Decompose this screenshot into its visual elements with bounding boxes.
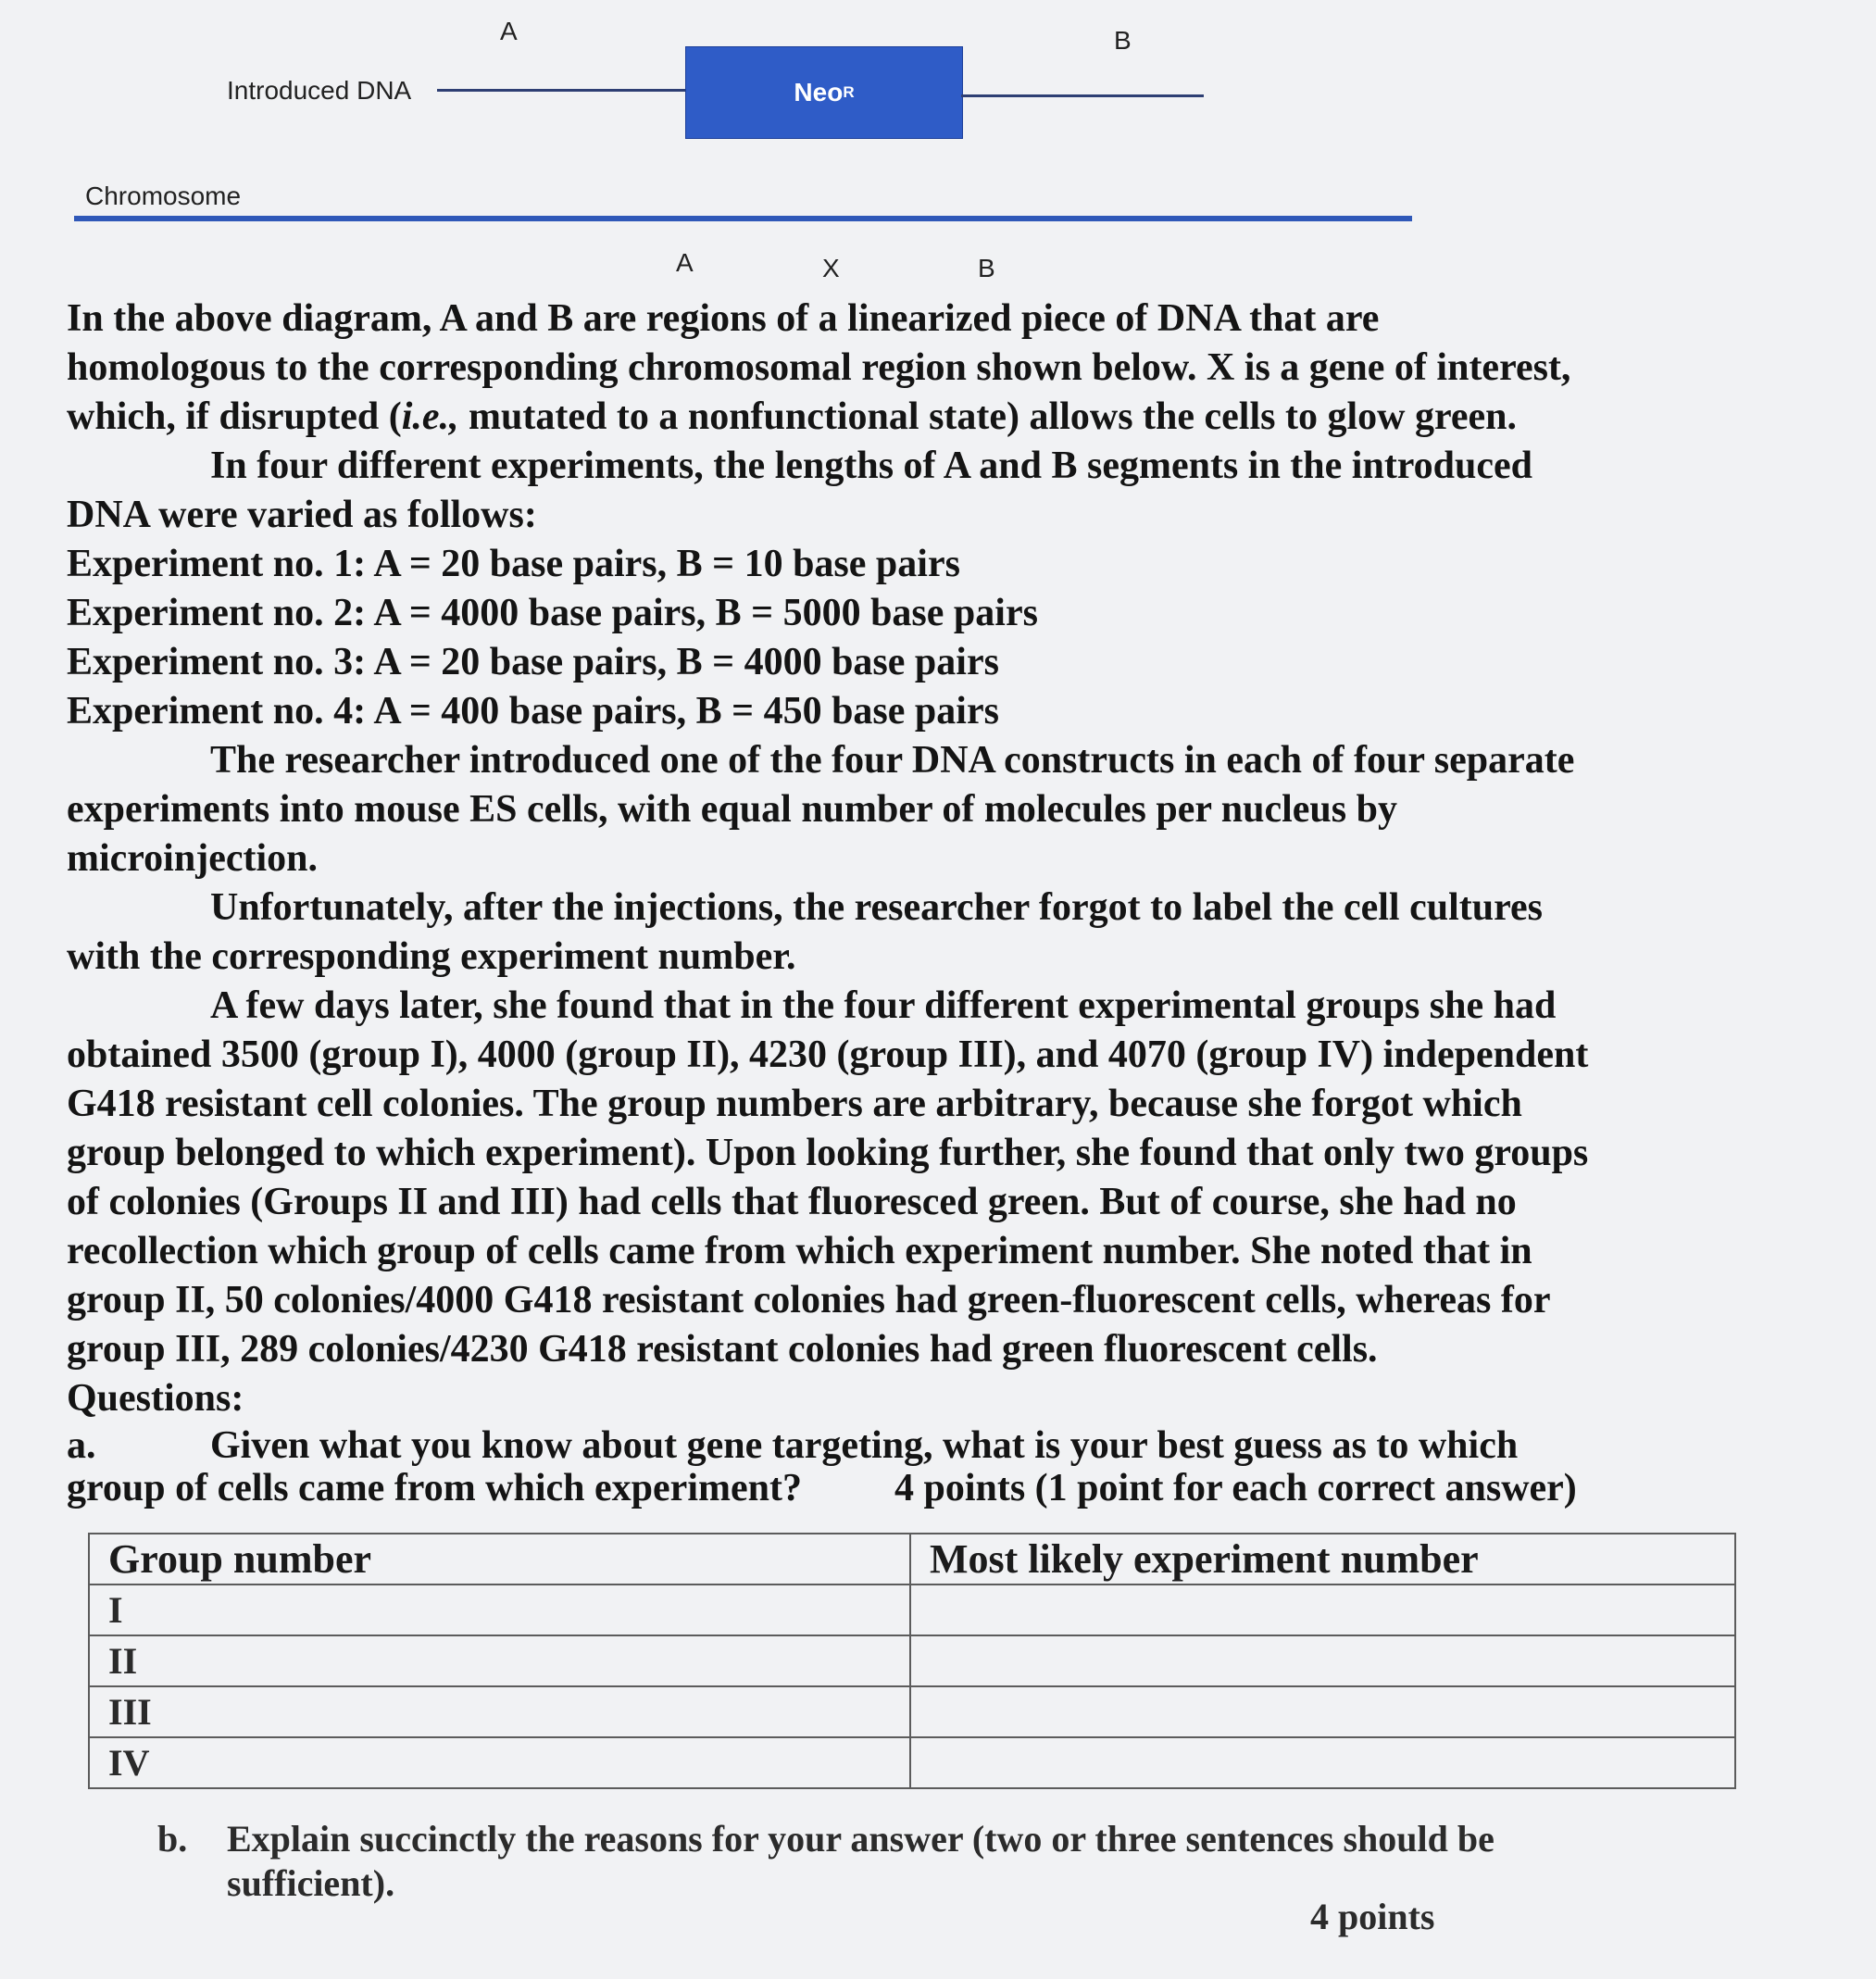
introduced-dna-right-line [961, 94, 1204, 97]
results-line-6: recollection which group of cells came from which experiment number. She noted that in [67, 1230, 1532, 1272]
problem-text [67, 294, 1863, 1509]
questions-heading: Questions: [67, 1377, 244, 1420]
table-header-row [89, 1534, 1735, 1584]
group-cell-3: III [89, 1686, 910, 1737]
intro-line-3-end: mutated to a nonfunctional state) allows the cells to glow green. [458, 395, 1518, 438]
introduced-dna-left-line [437, 89, 687, 92]
results-line-4: group belonged to which experiment). Upon looking further, she found that only two groups [67, 1132, 1589, 1174]
gene-x-label: X [822, 254, 840, 282]
question-b [157, 1817, 1843, 1937]
answer-cell-1[interactable] [910, 1584, 1735, 1635]
question-a-line-2 [67, 1468, 1863, 1509]
experiment-4: Experiment no. 4: A = 400 base pairs, B = 450 base pairs [67, 690, 999, 733]
experiment-3: Experiment no. 3: A = 20 base pairs, B = 4000 base pairs [67, 641, 999, 683]
chromosome-line [74, 216, 1412, 221]
injection-line-1: The researcher introduced one of the four DNA constructs in each of four separate [210, 739, 1575, 782]
label-line-1: Unfortunately, after the injections, the researcher forgot to label the cell cultures [210, 886, 1543, 929]
table-row [89, 1635, 1735, 1686]
intro-line-3-italic: i.e., [401, 395, 459, 438]
experiment-2: Experiment no. 2: A = 4000 base pairs, B = 5000 base pairs [67, 592, 1038, 634]
table-header-experiment: Most likely experiment number [910, 1534, 1735, 1584]
neo-resistance-gene-box [685, 46, 963, 139]
table-row [89, 1584, 1735, 1635]
experiment-1: Experiment no. 1: A = 20 base pairs, B = 10 base pairs [67, 543, 960, 585]
question-a-text-1: Given what you know about gene targeting, what is your best guess as to which [210, 1424, 1519, 1467]
results-line-5: of colonies (Groups II and III) had cells that fluoresced green. But of course, she had no [67, 1181, 1517, 1223]
injection-line-2: experiments into mouse ES cells, with equal number of molecules per nucleus by [67, 788, 1397, 831]
intro-line-2: homologous to the corresponding chromosomal region shown below. X is a gene of interest, [67, 346, 1571, 389]
intro-line-1: In the above diagram, A and B are regions of a linearized piece of DNA that are [67, 297, 1380, 340]
introduced-dna-label: Introduced DNA [227, 76, 412, 105]
question-a-line-1 [67, 1423, 1863, 1468]
question-b-line-1 [157, 1817, 1843, 1861]
table-row [89, 1686, 1735, 1737]
table-header-group: Group number [89, 1534, 910, 1584]
results-line-7: group II, 50 colonies/4000 G418 resistant colonies had green-fluorescent cells, whereas for [67, 1279, 1551, 1321]
results-line-2: obtained 3500 (group I), 4000 (group II), 4230 (group III), and 4070 (group IV) independent [67, 1033, 1589, 1076]
introduced-region-b-label: B [1114, 26, 1132, 55]
group-cell-1: I [89, 1584, 910, 1635]
question-b-letter: b. [157, 1818, 188, 1860]
results-line-3: G418 resistant cell colonies. The group numbers are arbitrary, because she forgot which [67, 1083, 1522, 1125]
question-a-letter: a. [67, 1424, 96, 1467]
label-line-2: with the corresponding experiment number. [67, 935, 796, 978]
question-b-text-1: Explain succinctly the reasons for your answer (two or three sentences should be [227, 1818, 1495, 1860]
question-b-line-2: sufficient). [227, 1862, 395, 1904]
injection-line-3: microinjection. [67, 837, 318, 880]
answer-cell-4[interactable] [910, 1737, 1735, 1788]
experiments-intro-line-2: DNA were varied as follows: [67, 494, 537, 536]
intro-line-3 [67, 393, 1863, 442]
question-b-points: 4 points [1310, 1896, 1435, 1937]
experiments-intro-line-1: In four different experiments, the lengths of A and B segments in the introduced [210, 445, 1533, 487]
results-line-8: group III, 289 colonies/4230 G418 resistant colonies had green fluorescent cells. [67, 1328, 1378, 1371]
question-a-text-2: group of cells came from which experiment? [67, 1467, 802, 1509]
chromosome-region-b-label: B [978, 254, 995, 282]
introduced-region-a-label: A [500, 17, 518, 45]
dna-diagram [0, 0, 1876, 287]
intro-line-3-start: which, if disrupted ( [67, 395, 402, 438]
answer-cell-3[interactable] [910, 1686, 1735, 1737]
group-cell-2: II [89, 1635, 910, 1686]
neo-label: Neo [794, 78, 844, 106]
group-cell-4: IV [89, 1737, 910, 1788]
chromosome-label: Chromosome [85, 182, 242, 210]
answer-cell-2[interactable] [910, 1635, 1735, 1686]
neo-superscript: R [843, 83, 855, 101]
results-line-1: A few days later, she found that in the four different experimental groups she had [210, 984, 1557, 1027]
question-a-points: 4 points (1 point for each correct answer) [894, 1467, 1577, 1509]
answer-table [88, 1533, 1736, 1789]
chromosome-region-a-label: A [676, 248, 694, 277]
table-row [89, 1737, 1735, 1788]
